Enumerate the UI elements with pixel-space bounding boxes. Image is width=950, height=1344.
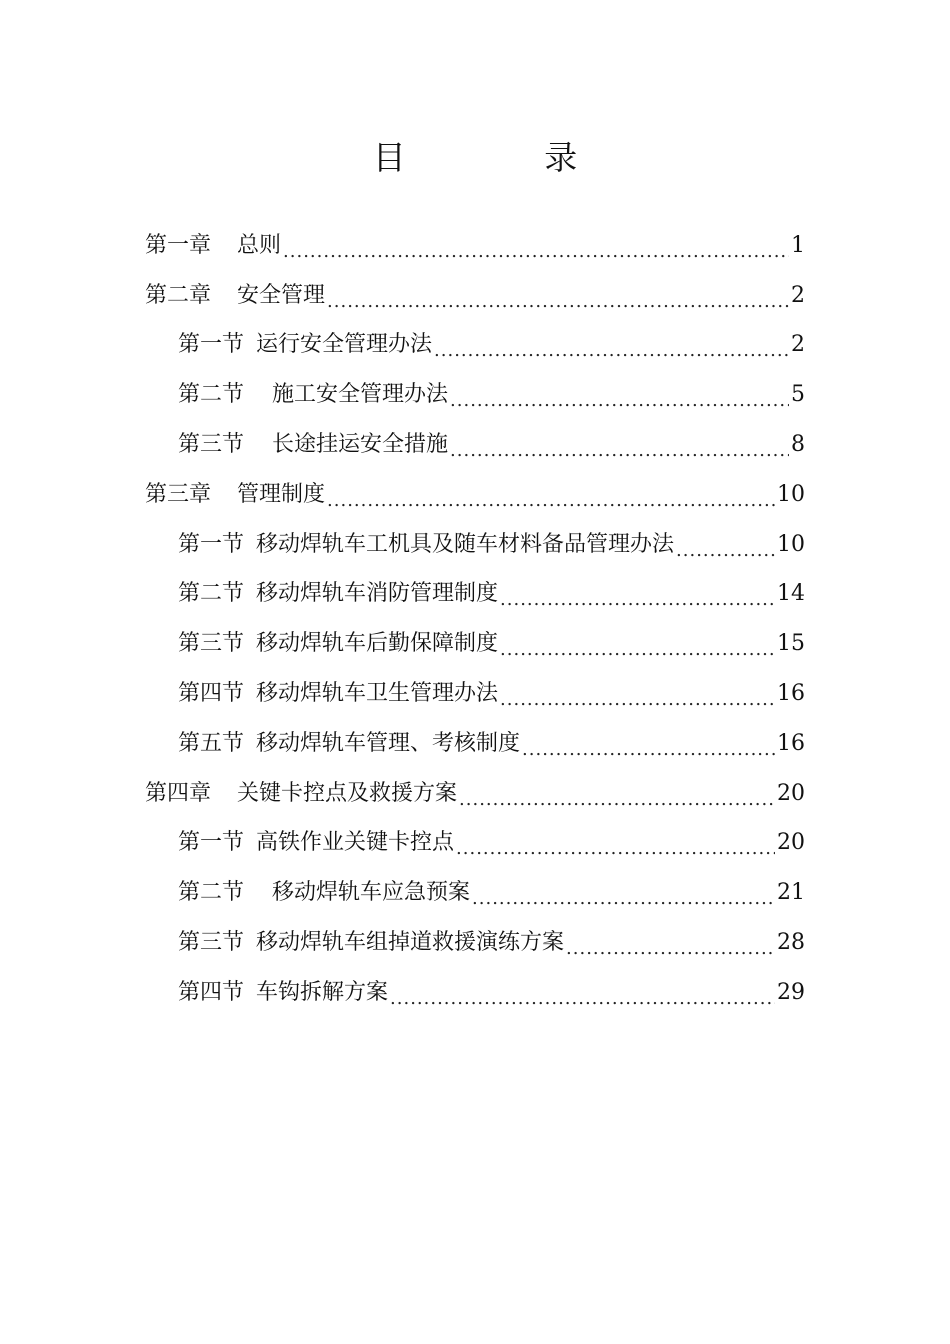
toc-page-number: 5 [791,382,805,408]
toc-page-number: 8 [791,432,805,458]
toc-label: 移动焊轨车工机具及随车材料备品管理办法 [256,531,675,557]
toc-leader-dots [472,892,775,918]
toc-label: 运行安全管理办法 [256,332,433,358]
toc-label: 移动焊轨车管理、考核制度 [256,730,521,756]
page-title: 目 录 [372,138,642,177]
toc-page-number: 2 [791,332,805,358]
toc-number: 第四节 [178,681,245,707]
toc-label: 移动焊轨车后勤保障制度 [256,631,499,657]
toc-section-4-4[interactable] [0,968,805,1018]
toc-leader-dots [327,295,789,321]
toc-leader-dots [456,842,775,868]
toc-section-4-1[interactable] [0,819,805,869]
toc-number: 第一节 [178,531,245,557]
toc-leader-dots [390,992,775,1018]
toc-number: 第四节 [178,979,245,1005]
toc-number: 第一章 [145,232,212,258]
toc-label: 移动焊轨车应急预案 [272,880,471,906]
toc-chapter-4[interactable] [0,769,805,819]
toc-leader-dots [283,245,789,271]
toc-page-number: 20 [777,830,805,856]
toc-label: 管理制度 [237,481,326,507]
toc-page-number: 1 [791,232,805,258]
toc-number: 第五节 [178,730,245,756]
toc-label: 车钩拆解方案 [256,979,389,1005]
toc-section-3-4[interactable] [0,669,805,719]
toc-section-4-2[interactable] [0,868,805,918]
toc-page-number: 16 [777,681,805,707]
toc-section-2-1[interactable] [0,321,805,371]
toc-section-4-3[interactable] [0,918,805,968]
toc-number: 第三节 [178,631,245,657]
toc-section-3-1[interactable] [0,520,805,570]
toc-leader-dots [522,743,775,769]
toc-leader-dots [327,494,775,520]
toc-page-number: 10 [777,531,805,557]
toc-number: 第二章 [145,282,212,308]
table-of-contents [0,221,950,1018]
toc-chapter-2[interactable] [0,271,805,321]
toc-chapter-3[interactable] [0,470,805,520]
toc-label: 安全管理 [237,282,326,308]
toc-number: 第二节 [178,581,245,607]
toc-page-number: 20 [777,780,805,806]
toc-label: 总则 [237,232,282,258]
toc-number: 第三节 [178,432,245,458]
toc-number: 第二节 [178,880,245,906]
toc-section-3-2[interactable] [0,570,805,620]
toc-leader-dots [450,394,789,420]
toc-leader-dots [434,344,789,370]
toc-leader-dots [676,544,775,570]
toc-number: 第一节 [178,830,245,856]
toc-page-number: 15 [777,631,805,657]
toc-label: 移动焊轨车卫生管理办法 [256,681,499,707]
toc-section-2-3[interactable] [0,420,805,470]
toc-leader-dots [500,593,775,619]
toc-page-number: 16 [777,730,805,756]
toc-label: 关键卡控点及救援方案 [237,780,458,806]
toc-label: 施工安全管理办法 [272,382,449,408]
toc-page-number: 21 [777,880,805,906]
toc-page-number: 2 [791,282,805,308]
toc-number: 第一节 [178,332,245,358]
toc-number: 第四章 [145,780,212,806]
toc-label: 高铁作业关键卡控点 [256,830,455,856]
toc-section-3-3[interactable] [0,619,805,669]
toc-leader-dots [459,793,775,819]
toc-page-number: 28 [777,930,805,956]
toc-label: 移动焊轨车消防管理制度 [256,581,499,607]
toc-leader-dots [566,942,775,968]
toc-leader-dots [500,693,775,719]
toc-leader-dots [450,444,789,470]
toc-label: 长途挂运安全措施 [272,432,449,458]
toc-number: 第三章 [145,481,212,507]
toc-number: 第三节 [178,930,245,956]
toc-label: 移动焊轨车组掉道救援演练方案 [256,930,565,956]
toc-section-3-5[interactable] [0,719,805,769]
toc-leader-dots [500,643,775,669]
toc-number: 第二节 [178,382,245,408]
toc-chapter-1[interactable] [0,221,805,271]
toc-page-number: 10 [777,481,805,507]
toc-page-number: 14 [777,581,805,607]
toc-section-2-2[interactable] [0,370,805,420]
toc-page-number: 29 [777,979,805,1005]
